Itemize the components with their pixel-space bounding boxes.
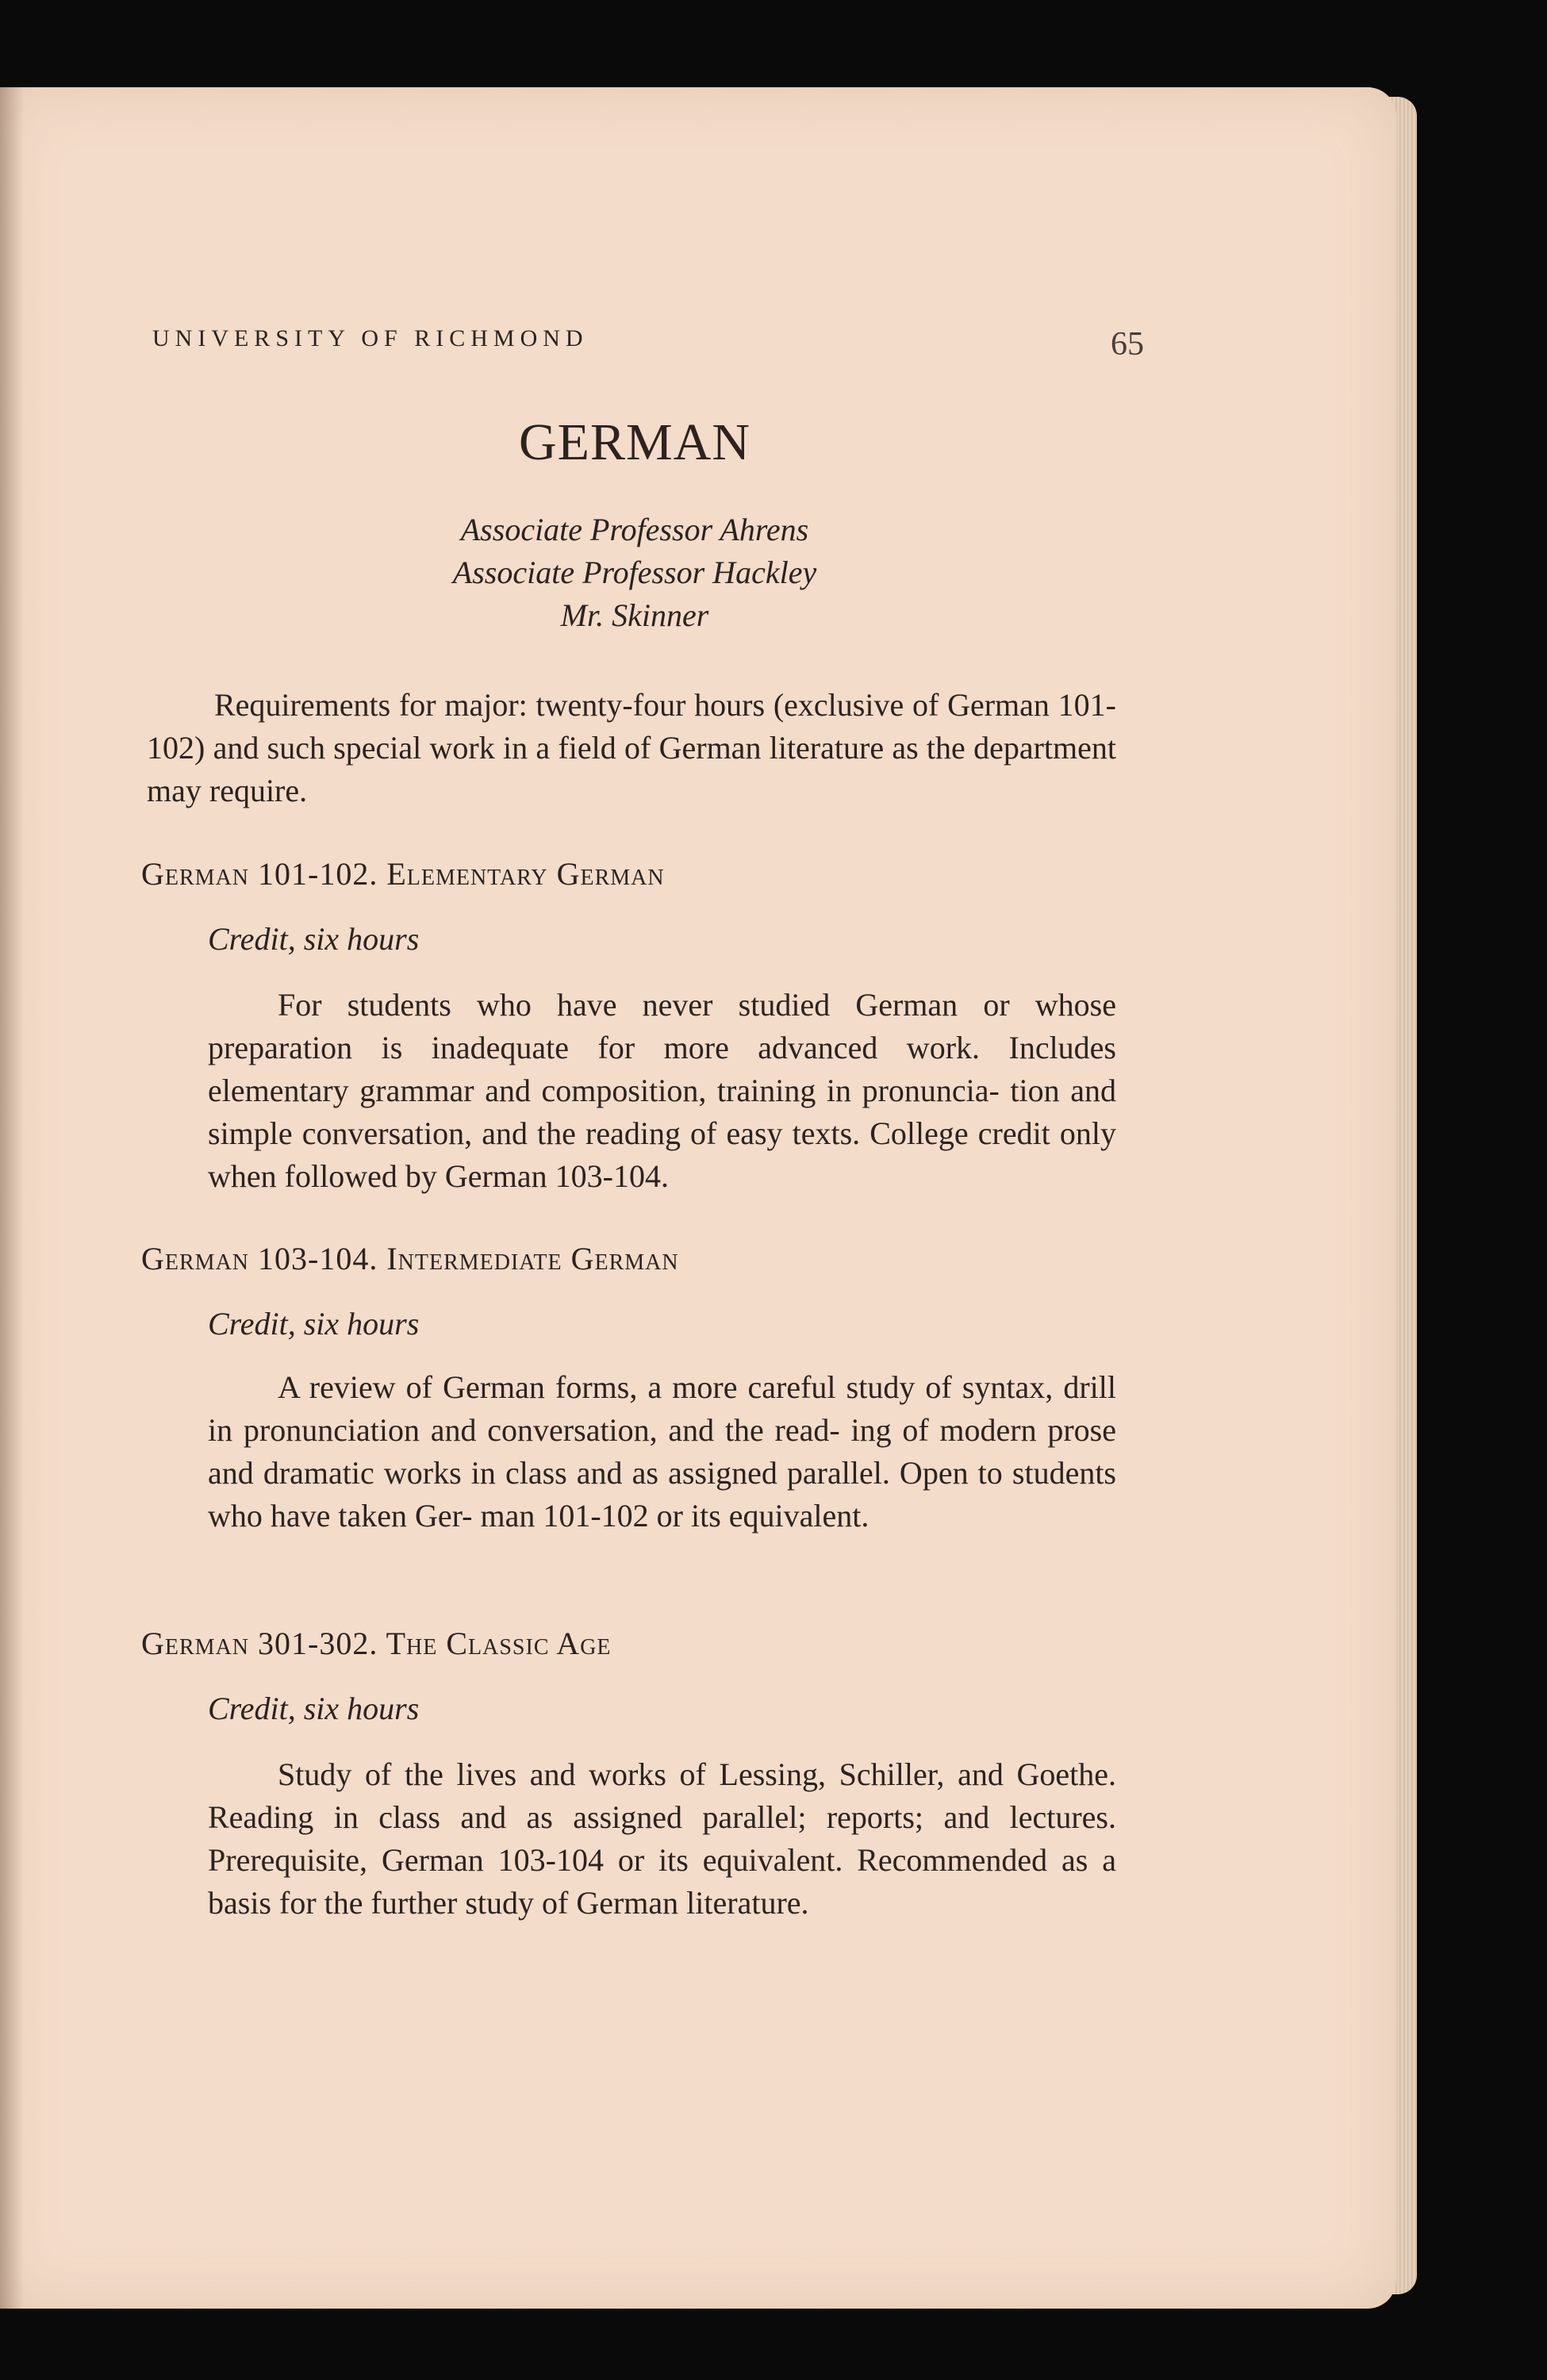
department-title: GERMAN [518,413,750,471]
course-heading: German 101-102. Elementary German [141,856,665,892]
faculty-member: Associate Professor Hackley [452,555,817,590]
faculty-member: Mr. Skinner [560,597,709,633]
course-credit: Credit, six hours [208,1306,420,1342]
faculty-member: Associate Professor Ahrens [460,512,809,547]
course-description: For students who have never studied German or whose preparation is inadequate for more advanced work. Includes elementary grammar and composition, training in pronuncia- tion and simple conversation, and the reading of easy texts. College credit only when followed by German 103-104. [208,987,1116,1194]
course-description: Study of the lives and works of Lessing, Schiller, and Goethe. Reading in class and as assigned parallel; reports; and lectures. Prerequisite, German 103-104 or its equivalent. Recommended as a basis for the further study of German literature. [208,1756,1116,1921]
major-requirements: Requirements for major: twenty-four hours (exclusive of German 101-102) and such special work in a field of German literature as the department may require. [147,687,1116,808]
course-credit: Credit, six hours [208,1691,420,1726]
course-heading: German 103-104. Intermediate German [141,1241,679,1276]
page-number: 65 [1111,326,1144,363]
course-credit: Credit, six hours [208,921,420,957]
course-heading: German 301-302. The Classic Age [141,1626,612,1661]
course-description: A review of German forms, a more careful study of syntax, drill in pronunciation and conversation, and the read- ing of modern prose and dramatic works in class and as assigned parallel. Open to students who have taken Ger- man 101-102 or its equivalent. [208,1369,1116,1534]
running-head: UNIVERSITY OF RICHMOND [152,325,589,351]
